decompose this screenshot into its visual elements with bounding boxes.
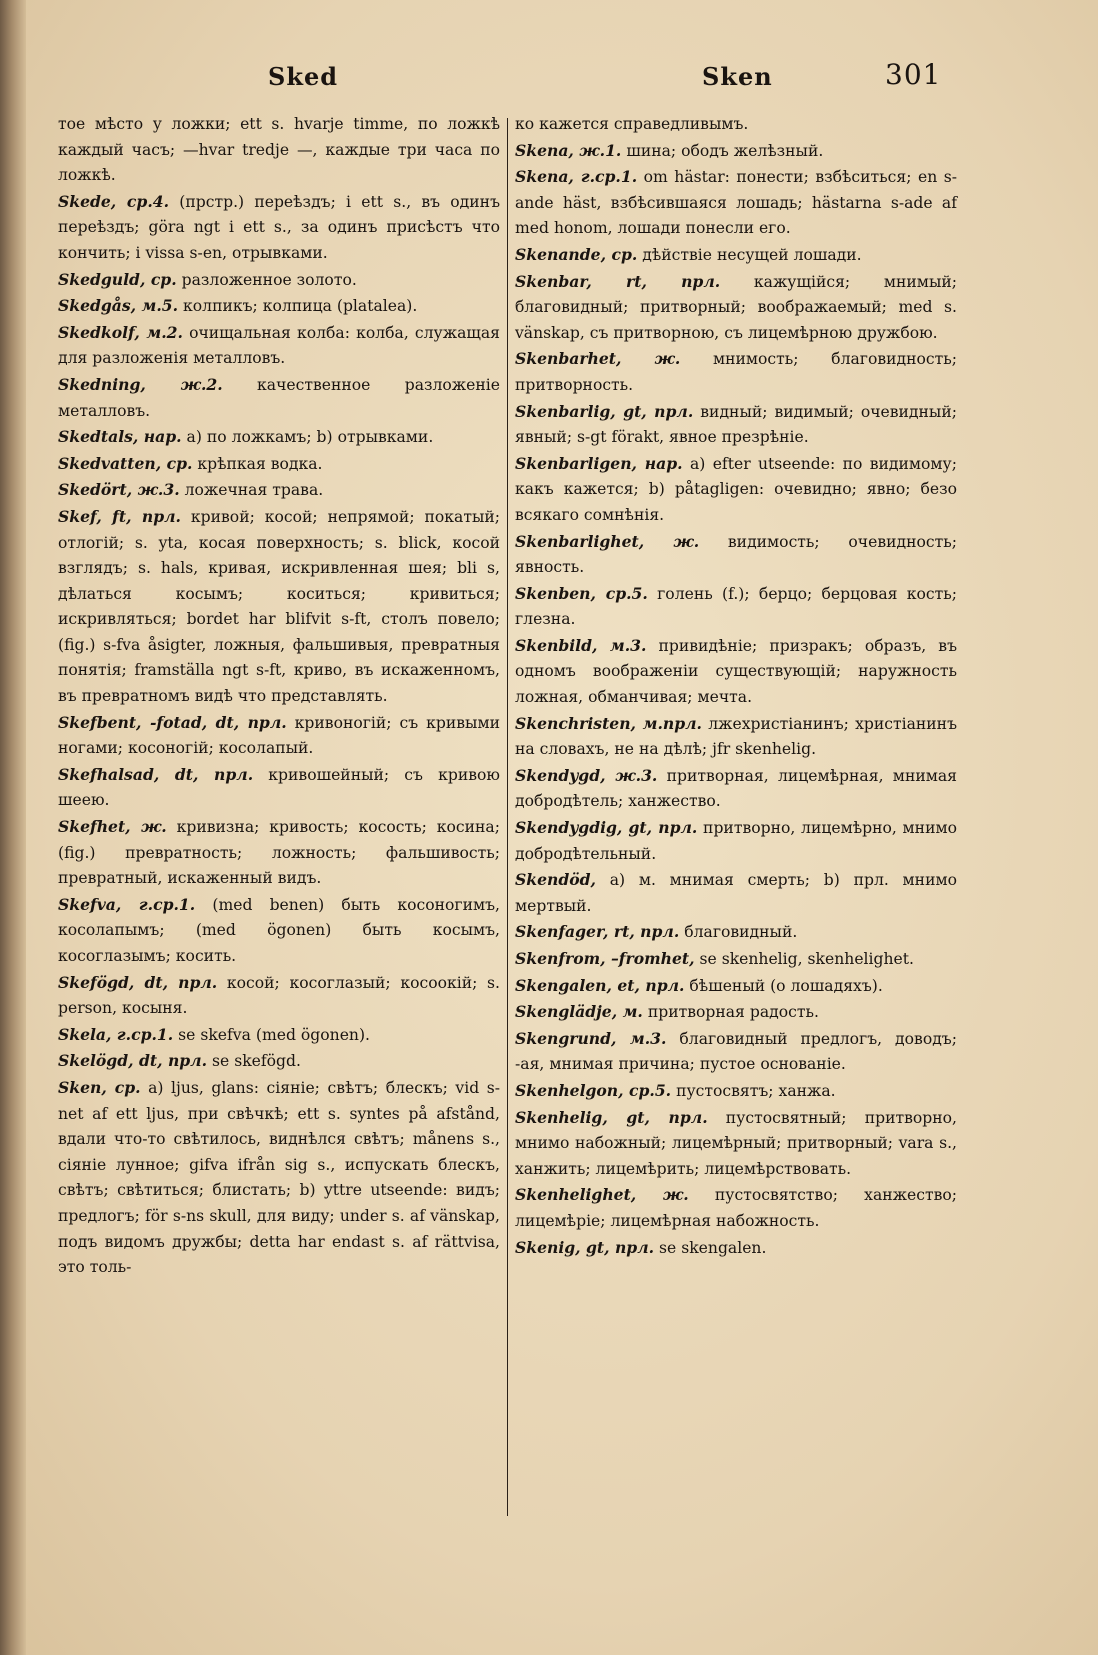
entry-headword: Skenbar, rt, прл. [515,271,721,291]
entry-definition: качественное разложеніе металловъ. [58,375,500,420]
dictionary-entry [515,269,957,347]
entry-headword: Skenhelgon, ср.5. [515,1080,672,1100]
dictionary-entry [58,477,500,504]
entry-headword: Skefbent, -fotad, dt, прл. [58,712,287,732]
entry-definition: видимость; очевидность; явность. [515,532,957,577]
entry-definition: se skengalen. [659,1238,767,1257]
dictionary-entry [58,189,500,267]
entry-definition: кривой; косой; непрямой; покатый; отлогій; s. yta, косая поверхность; s. blick, косой взглядъ; s. hals, кривая, искривленная шея; bli s, дѣлаться косымъ; коситься; кривиться; искривляться; bordet har blifvit s-ft, столъ повело; (fig.) s-fva åsigter, ложныя, фальшивыя, превратныя понятія; framställa ngt s-ft, криво, въ искаженномъ, въ превратномъ видѣ что представлять. [58,507,500,706]
left-guide-word: Sked [268,62,339,91]
entry-headword: Skef, ft, прл. [58,506,181,526]
entry-definition: se skefva (med ögonen). [178,1025,371,1044]
dictionary-entry [515,1078,957,1105]
dictionary-entry [58,1022,500,1049]
entry-definition: крѣпкая водка. [197,454,323,473]
dictionary-entry [515,399,957,451]
entry-definition: (прстр.) переѣздъ; i ett s., въ одинъ переѣздъ; göra ngt i ett s., за одинъ присѣстъ что кончить; i vissa s-en, отрывками. [58,192,500,262]
entry-headword: Sken, ср. [58,1077,141,1097]
entry-definition: пустосвятъ; ханжа. [676,1081,836,1100]
entry-definition: шина; ободъ желѣзный. [626,141,824,160]
dictionary-entry [515,973,957,1000]
entry-definition: ко кажется справедливымъ. [515,115,749,133]
dictionary-entry [58,267,500,294]
page-number: 301 [885,58,942,91]
entry-headword: Skede, ср.4. [58,191,170,211]
entry-definition: а) по ложкамъ; b) отрывками. [186,428,434,447]
entry-definition: кривошейный; съ кривою шеею. [58,765,500,810]
entry-definition: колпикъ; колпица (platalea). [183,297,418,316]
dictionary-entry [515,529,957,581]
entry-definition: благовидный предлогъ, доводъ; -ая, мнимая причина; пустое основаніе. [515,1029,957,1074]
dictionary-entry [515,711,957,763]
entry-headword: Skengrund, м.3. [515,1028,667,1048]
entry-definition: косой; косоглазый; косоокій; s. person, косыня. [58,973,500,1018]
entry-definition: притворная радость. [647,1003,819,1022]
dictionary-entry [58,293,500,320]
entry-definition: лжехристіанинъ; христіанинъ на словахъ, не на дѣлѣ; jfr skenhelig. [515,714,957,759]
dictionary-entry [515,242,957,269]
entry-headword: Skefhalsad, dt, прл. [58,764,254,784]
entry-headword: Skenbarligen, нар. [515,453,683,473]
entry-headword: Skengalen, et, прл. [515,975,685,995]
entry-definition: бѣшеный (о лошадяхъ). [689,976,883,995]
entry-definition: притворно, лицемѣрно, мнимо добродѣтельный. [515,819,957,863]
dictionary-entry [58,504,500,710]
dictionary-entry [515,999,957,1026]
left-column [58,112,500,1281]
dictionary-entry [515,867,957,919]
dictionary-entry [58,451,500,478]
entry-headword: Skenbarlighet, ж. [515,531,700,551]
dictionary-entry [58,762,500,814]
dictionary-entry [515,763,957,815]
entry-headword: Skedgås, м.5. [58,296,179,316]
dictionary-entry [58,970,500,1022]
entry-headword: Skenhelig, gt, прл. [515,1107,708,1127]
page-header [0,58,1098,102]
dictionary-entry [515,581,957,633]
entry-headword: Skenig, gt, прл. [515,1237,655,1257]
dictionary-entry [515,919,957,946]
dictionary-entry [515,815,957,867]
entry-headword: Skenben, ср.5. [515,583,648,603]
entry-headword: Skedning, ж.2. [58,374,223,394]
entry-headword: Skefva, г.ср.1. [58,894,196,914]
entry-headword: Skefögd, dt, прл. [58,972,218,992]
entry-definition: кривизна; кривость; косость; косина; (fig.) превратность; ложность; фальшивость; превратный, искаженный видъ. [58,818,500,888]
entry-headword: Skedört, ж.3. [58,480,180,500]
entry-headword: Skendöd, [515,870,596,890]
dictionary-entry [58,424,500,451]
dictionary-entry [515,946,957,973]
right-column [515,112,957,1261]
dictionary-entry [58,372,500,424]
entry-headword: Skelögd, dt, прл. [58,1051,208,1071]
column-divider [507,118,508,1516]
entry-definition: мнимость; благовидность; притворность. [515,350,957,394]
entry-headword: Skenbild, м.3. [515,635,647,655]
entry-definition: se skefögd. [212,1052,301,1071]
entry-definition: благовидный. [684,923,798,942]
entry-headword: Skenfrom, –fromhet, [515,949,695,968]
entry-definition: пустосвятный; притворно, мнимо набожный; лицемѣрный; притворный; vara s., ханжить; лицемѣрить; лицемѣрствовать. [515,1108,957,1178]
entry-headword: Skela, г.ср.1. [58,1024,174,1044]
dictionary-entry [58,892,500,970]
entry-headword: Skenhelighet, ж. [515,1185,689,1205]
entry-headword: Skedvatten, ср. [58,453,193,473]
entry-headword: Skenchristen, м.прл. [515,713,702,733]
entry-definition: тое мѣсто у ложки; ett s. hvarje timme, по ложкѣ каждый часъ; —hvar tredje —, каждые три часа по ложкѣ. [58,115,500,185]
entry-definition: дѣйствіе несущей лошади. [642,245,862,264]
entry-definition: пустосвятство; ханжество; лицемѣріе; лицемѣрная набожность. [515,1186,957,1230]
entry-definition: кривоногій; съ кривыми ногами; косоногій; косолапый. [58,713,500,758]
entry-definition: а) м. мнимая смерть; b) прл. мнимо мертвый. [515,871,957,915]
dictionary-entry [515,138,957,165]
right-guide-word: Sken [702,62,773,91]
entry-headword: Skena, ж.1. [515,140,622,160]
entry-definition: а) efter utseende: по видимому; какъ кажется; b) påtagligen: очевидно; явно; безо всякаго сомнѣнія. [515,454,957,524]
entry-headword: Skena, г.ср.1. [515,167,638,187]
entry-definition: очищальная колба: колба, служащая для разложенія металловъ. [58,323,500,368]
dictionary-entry [58,814,500,892]
entry-headword: Skenfager, rt, прл. [515,922,680,942]
entry-definition: притворная, лицемѣрная, мнимая добродѣтель; ханжество. [515,766,957,811]
book-spine-shadow [0,0,26,1655]
entry-definition: om hästar: понести; взбѣситься; en s-ande häst, взбѣсившаяся лошадь; hästarna s-ade af med honom, лошади понесли его. [515,168,957,238]
entry-headword: Skenande, ср. [515,244,638,264]
dictionary-entry [515,1182,957,1234]
dictionary-entry [515,1235,957,1262]
entry-definition: а) ljus, glans: сіяніе; свѣтъ; блескъ; vid s-net af ett ljus, при свѣчкѣ; ett s. syntes på afstånd, вдали что-то свѣтилось, виднѣлся свѣтъ; månens s., сіяніе лунное; gifva ifrån sig s., испускать блескъ, свѣтъ; свѣтиться; блистать; b) yttre utseende: видъ; предлогъ; för s-ns skull, для виду; under s. af vänskap, подъ видомъ дружбы; detta har endast s. af rättvisa, это толь- [58,1078,500,1277]
dictionary-entry [515,633,957,711]
dictionary-entry [515,112,957,138]
dictionary-entry [58,112,500,189]
dictionary-entry [58,1075,500,1281]
entry-definition: кажущійся; мнимый; благовидный; притворный; воображаемый; med s. vänskap, съ притворною, съ лицемѣрною дружбою. [515,272,957,342]
entry-headword: Skedtals, нар. [58,427,182,447]
entry-headword: Skendygd, ж.3. [515,765,658,785]
entry-definition: разложенное золото. [181,270,357,289]
entry-definition: ложечная трава. [184,481,324,500]
dictionary-entry [515,164,957,242]
dictionary-entry [515,451,957,529]
entry-headword: Skefhet, ж. [58,817,167,837]
entry-headword: Skenglädje, м. [515,1002,643,1022]
entry-definition: привидѣніе; призракъ; образъ, въ одномъ воображеніи существующій; наружность ложная, обманчивая; мечта. [515,636,957,707]
dictionary-entry [58,320,500,372]
entry-headword: Skedguld, ср. [58,269,177,289]
entry-headword: Skendygdig, gt, прл. [515,818,698,838]
dictionary-entry [58,710,500,762]
entry-definition: se skenhelig, skenhelighet. [699,950,914,968]
entry-headword: Skenbarlig, gt, прл. [515,401,694,421]
entry-definition: голень (f.); берцо; берцовая кость; глезна. [515,584,957,629]
entry-definition: видный; видимый; очевидный; явный; s-gt förakt, явное презрѣніе. [515,402,957,447]
dictionary-entry [515,1105,957,1183]
dictionary-entry [58,1048,500,1075]
entry-headword: Skedkolf, м.2. [58,322,183,342]
dictionary-entry [515,1026,957,1078]
dictionary-entry [515,346,957,398]
entry-definition: (med benen) быть косоногимъ, косолапымъ; (med ögonen) быть косымъ, косоглазымъ; косить. [58,895,500,965]
entry-headword: Skenbarhet, ж. [515,349,681,369]
